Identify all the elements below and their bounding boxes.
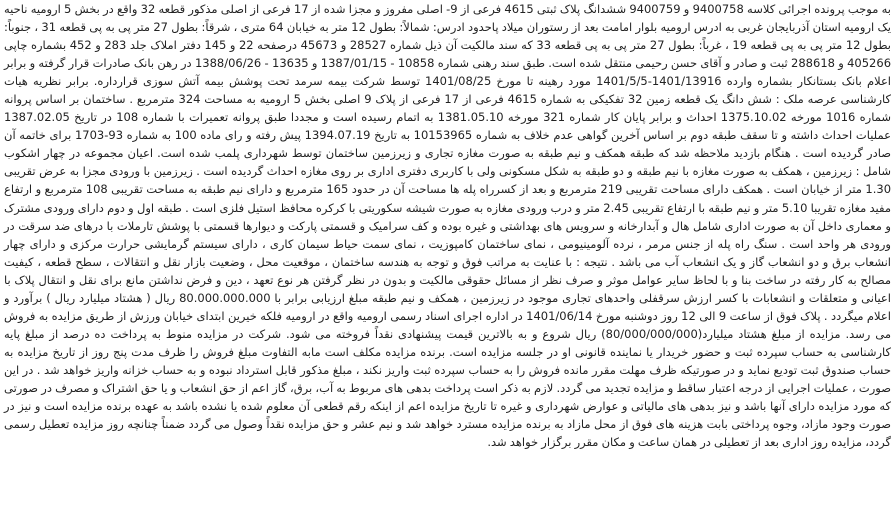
auction-notice-body: به موجب پرونده اجرائی کلاسه 9400758 و 9400759 ششدانگ پلاک ثبتی 4615 فرعی از 9- اصلی مفروز و مجزا شده از 17 فرعی از اصلی مذکور قطعه 32 واقع در بخش 5 ارومیه ناحیه یک ارومیه استان آذربایجان غربی به ادرس ارومیه بلوار امامت بعد از رستوران میلاد پاحدود ادرس: شمالاً: بطول 12 متر به خیابان 64 متری ، شرقاً: بطول 27 متر پی به پی قطعه 31 ، جنوباً: بطول 12 متر پی به پی قطعه 19 ، غرباً: بطول 27 متر پی به پی قطعه 33 که سند مالکیت آن ذیل شماره 28527 و 45673 درصفحه 22 و 145 دفتر املاک جلد 283 و 452 بشماره چاپی 405266 و 288618 ثبت و صادر و آقای حسن رحیمی منتقل شده است. طبق سند رهنی شماره 10858 - 1387/01/15 و 13635 - 1388/06/26 در رهن بانک صادرات قرار گرفته و برابر اعلام بانک بستانکار بشماره وارده 1401/13916-1401/5/5 مورد رهینه تا مورخ 1401/08/25 توسط شرکت بیمه سرمد تحت پوشش بیمه آتش سوزی قرارداره. برابر نظریه هیات کارشناسی عرصه ملک : شش دانگ یک قطعه زمین 32 تفکیکی به شماره 4615 فرعی از 17 فرعی از پلاک 9 اصلی بخش 5 ارومیه به مساحت 324 مترمربع . ساختمان بر اساس پروانه شماره 1016 مورخه 1375.10.02 احداث و برابر پایان کار شماره 321 مورخه 1381.05.10 به اتمام رسیده است و مجددا طبق پروانه تعمیرات با شماره 108 در تاریخ 1387.02.05 عملیات احداث داشته و تا سقف طبقه دوم بر اساس آخرین گواهی عدم خلاف به شماره 10153965 به تاریخ 1394.07.19 پیش رفته و رای ماده 100 به شماره 93-1703 برای خاتمه آن صادر گردیده است . هنگام بازدید ملاحظه شد که طبقه همکف و نیم طبقه به صورت مغازه تجاری و زیرزمین ساختمان توسط شهرداری پلمب شده است. اعیان مجموعه در چهار اشکوب شامل : زیرزمین ، همکف به صورت مغازه با نیم طبقه و دو طبقه به شکل مسکونی ولی با کاربری دفتری اداری بر روی مغازه احداث گردیده است . زیرزمین با ورودی مجزا به عرض تقریبی 1.30 متر از خیابان است . همکف دارای مساحت تقریبی 219 مترمربع و بعد از کسرراه پله ها مساحت آن در حدود 165 مترمربع و دارای نیم طبقه به مساحت تقریبی 108 مترمربع و ارتفاع مفید مغازه تقریبا 5.10 متر و نیم طبقه با ارتفاع تقریبی 2.45 متر و درب ورودی مغازه به صورت شیشه سکوریتی با کرکره محافظ استیل فلزی است . طبقه اول و دوم دارای ورودی مشترک و معماری داخل آن به صورت اداری شامل هال و آبدارخانه و سرویس های بهداشتی و غیره بوده و کف سرامیک و قسمتی پارکت و دیوارها قسمتی با پوشش تارملات با درهای ضد سرقت در ورودی هر واحد است . سنگ راه پله از جنس مرمر ، نرده آلومینیومی ، نمای ساختمان کامپوزیت ، نمای سمت حیاط سیمان کاری ، دارای سیستم گرمایشی حرارت مرکزی و دارای چهار انشعاب برق و دو انشعاب گاز و یک انشعاب آب می باشد . نتیجه : با عنایت به مراتب فوق و توجه به هندسه ساختمان ، موقعیت محل ، وضعیت بازار نقل و انتقالات ، سطح قطعه ، کیفیت مصالح به کار رفته در ساخت بنا و با لحاظ سایر عوامل موثر و صرف نظر از مسائل حقوقی مالکیت و بدون در نظر گرفتن هر نوع تعهد ، دین و فرض نداشتن مانع برای نقل و انتقال پلاک با اعیانی و متعلقات و انشعابات با کسر ارزش سرقفلی واحدهای تجاری موجود در زیرزمین ، همکف و نیم طبقه مبلغ ارزیابی برابر با 80.000.000.000 ریال ( هشتاد میلیارد ریال ) برآورد و اعلام میگردد . پلاک فوق از ساعت 9 الی 12 روز دوشنبه مورخ 1401/06/14 در اداره اجرای اسناد رسمی ارومیه واقع در ارومیه فلکه خیرین ابتدای خیابان ورزش از طریق مزایده به فروش می رسد. مزایده از مبلغ هشتاد میلیارد(80/000/000/000) ریال شروع و به بالاترین قیمت پیشنهادی نقداً فروخته می شود. شرکت در مزایده منوط به پرداخت ده درصد از مبلغ پایه کارشناسی به حساب سپرده ثبت و حضور خریدار یا نماینده قانونی او در جلسه مزایده است. برنده مزایده مکلف است مابه التفاوت مبلغ فروش را ظرف مدت پنج روز از تاریخ مزایده به حساب صندوق ثبت تودیع نماید و در صورتیکه ظرف مهلت مقرر مانده فروش را به حساب سپرده ثبت واریز نکند ، مبلغ مذکور قابل استرداد نبوده و به حساب خزانه واریز خواهد شد . در این صورت ، عملیات اجرایی از درجه اعتبار ساقط و مزایده تجدید می گردد. لازم به ذکر است پرداخت بدهی های مربوط به آب، برق، گاز اعم از حق انشعاب و یا حق اشتراک و مصرف در صورتی که مورد مزایده دارای آنها باشد و نیز بدهی های مالیاتی و عوارض شهرداری و غیره تا تاریخ مزایده اعم از اینکه رقم قطعی آن معلوم شده یا نشده باشد به عهده برنده مزایده است و نیز در صورت وجود مازاد، وجوه پرداختی بابت هزینه های فوق از محل مازاد به برنده مزایده مسترد خواهد شد و نیم عشر و حق مزایده نقداً وصول می گردد ضمناً چنانچه روز مزایده تعطیل رسمی گردد، مزایده روز اداری بعد از تعطیلی در همان ساعت و مکان مقرر برگزار خواهد شد. bbox=[4, 2, 892, 450]
